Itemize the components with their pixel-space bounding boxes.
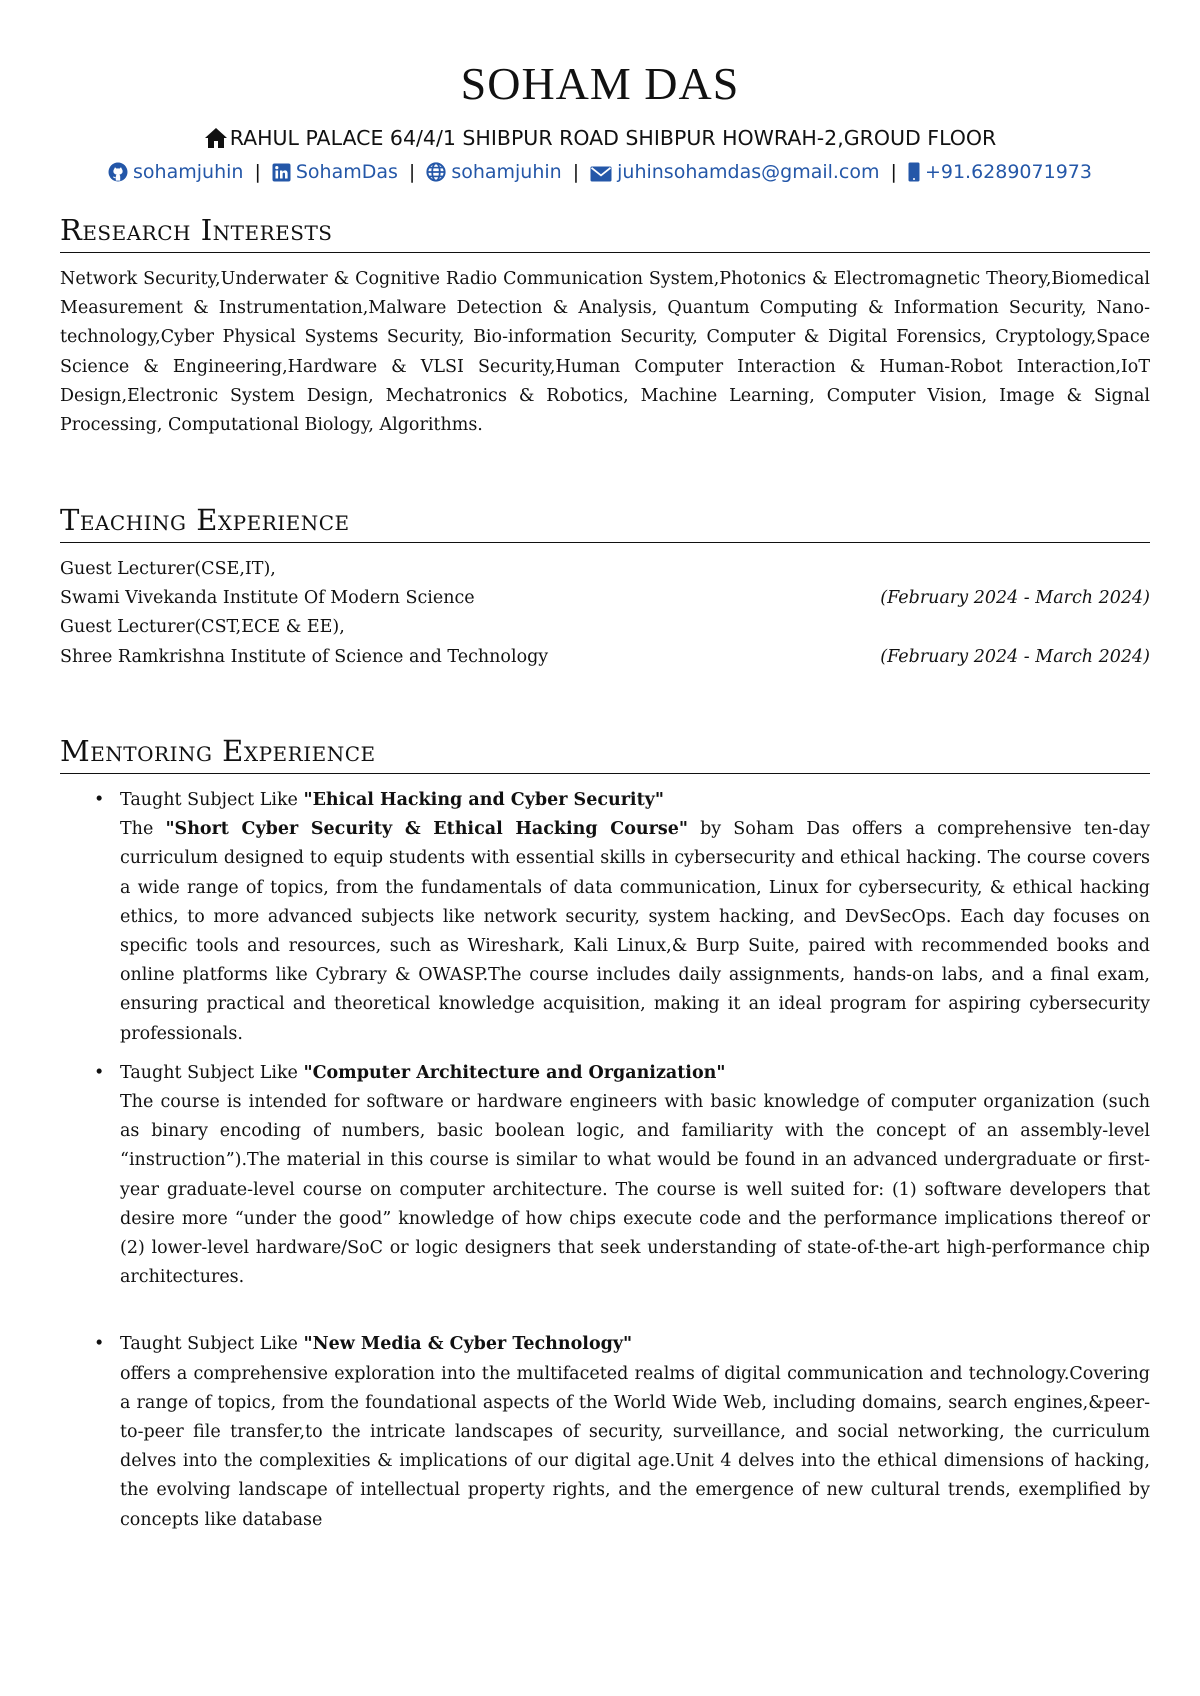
teaching-role: Guest Lecturer(CSE,IT), [60, 559, 276, 579]
subject-title: "Ehical Hacking and Cyber Security" [303, 790, 664, 810]
subject-prefix: Taught Subject Like [120, 790, 304, 810]
bullet: • [94, 1334, 105, 1355]
mentoring-item [60, 786, 1150, 1049]
bullet: • [94, 790, 105, 810]
email-address: juhinsohamdas@gmail.com [617, 161, 880, 183]
subject-prefix: Taught Subject Like [120, 1334, 304, 1355]
linkedin-icon [272, 163, 291, 182]
globe-icon [426, 162, 446, 182]
linkedin-username: SohamDas [295, 161, 398, 183]
research-interests-text: Network Security,Underwater & Cognitive Radio Communication System,Photonics & Electromagnetic Theory,Biomedical Measurement & Instrumentation,Malware Detection & Analysis, Quantum Computing & Information Security, Nano-technology,Cyber Physical Systems Security, Bio-information Security, Computer & Digital Forensics, Cryptology,Space Science & Engineering,Hardware & VLSI Security,Human Computer Interaction & Human-Robot Interaction,IoT Design,Electronic System Design, Mechatronics & Robotics, Machine Learning, Computer Vision, Image & Signal Processing, Computational Biology, Algorithms. [60, 269, 1150, 436]
description-text: The [120, 819, 166, 840]
website-name: sohamjuhin [451, 161, 562, 183]
website-link[interactable] [426, 161, 561, 183]
bullet: • [94, 1062, 105, 1083]
mentoring-experience-section [60, 733, 1150, 1535]
contact-separator: | [254, 161, 261, 183]
address-text: RAHUL PALACE 64/4/1 SHIBPUR ROAD SHIBPUR HOWRAH-2,GROUD FLOOR [229, 126, 997, 150]
github-username: sohamjuhin [133, 161, 244, 183]
github-link[interactable] [108, 161, 243, 183]
contact-links [0, 158, 1200, 186]
mentoring-description [120, 815, 1150, 1049]
email-link[interactable] [590, 161, 879, 183]
contact-separator: | [408, 161, 416, 183]
mentoring-item [60, 1059, 1150, 1293]
phone-number: +91.6289071973 [924, 161, 1092, 183]
mentoring-subject-line [120, 1059, 1150, 1088]
github-icon [108, 162, 128, 182]
address-line [0, 124, 1200, 152]
linkedin-link[interactable] [272, 161, 398, 183]
course-name: "Short Cyber Security & Ethical Hacking Course" [165, 819, 688, 840]
mentoring-experience-heading: Mentoring Experience [60, 733, 1150, 774]
teaching-institution: Shree Ramkrishna Institute of Science and Technology [60, 646, 549, 667]
teaching-entries [60, 555, 1150, 672]
home-icon [204, 127, 228, 149]
mentoring-description: offers a comprehensive exploration into the multifaceted realms of digital communication and technology.Covering a range of topics, from the foundational aspects of the World Wide Web, including domains, search engines,&peer-to-peer file transfer,to the intricate landscapes of security, surveillance, and social networking, the curriculum delves into the complexities & implications of our digital age.Unit 4 delves into the ethical dimensions of hacking, the evolving landscape of intellectual property rights, and the emergence of new cultural trends, exemplified by concepts like database [120, 1363, 1150, 1530]
mobile-phone-icon [908, 162, 920, 182]
resume-name: SOHAM DAS [460, 58, 740, 109]
teaching-role: Guest Lecturer(CST,ECE & EE), [60, 617, 345, 638]
mentoring-subject-line [120, 1330, 1150, 1359]
mentoring-subject-line [120, 786, 1150, 815]
phone-link[interactable] [908, 161, 1092, 183]
subject-prefix: Taught Subject Like [120, 1062, 304, 1083]
subject-title: "Computer Architecture and Organization" [303, 1062, 726, 1083]
research-interests-heading: Research Interests [60, 212, 1150, 253]
teaching-institution: Swami Vivekanda Institute Of Modern Science [60, 588, 475, 609]
research-interests-section [60, 212, 1150, 440]
mentoring-item [60, 1330, 1150, 1534]
contact-separator: | [890, 161, 897, 183]
envelope-icon [590, 166, 612, 182]
subject-title: "New Media & Cyber Technology" [303, 1334, 633, 1355]
teaching-experience-heading: Teaching Experience [60, 502, 1150, 543]
teaching-date: (February 2024 - March 2024) [880, 588, 1150, 609]
mentoring-list [60, 786, 1150, 1535]
teaching-entry [60, 613, 1150, 671]
description-text: by Soham Das offers a comprehensive ten-day curriculum designed to equip students with essential skills in cybersecurity and ethical hacking. The course covers a wide range of topics, from the fundamentals of data communication, Linux for cybersecurity, & ethical hacking ethics, to more advanced subjects like network security, system hacking, and DevSecOps. Each day focuses on specific tools and resources, such as Wireshark, Kali Linux,& Burp Suite, paired with recommended books and online platforms like Cybrary & OWASP.The course includes daily assignments, hands-on labs, and a final exam, ensuring practical and theoretical knowledge acquisition, making it an ideal program for aspiring cybersecurity professionals. [120, 819, 1150, 1044]
contact-separator: | [572, 161, 580, 183]
teaching-date: (February 2024 - March 2024) [880, 646, 1150, 667]
mentoring-description: The course is intended for software or hardware engineers with basic knowledge of computer organization (such as binary encoding of numbers, basic boolean logic, and familiarity with the concept of an assembly-level “instruction”).The material in this course is similar to what would be found in an advanced undergraduate or first-year graduate-level course on computer architecture. The course is well suited for: (1) software developers that desire more “under the good” knowledge of how chips execute code and the performance implications thereof or (2) lower-level hardware/SoC or logic designers that seek understanding of state-of-the-art high-performance chip architectures. [120, 1092, 1150, 1288]
teaching-experience-section [60, 502, 1150, 672]
teaching-entry [60, 555, 1150, 613]
